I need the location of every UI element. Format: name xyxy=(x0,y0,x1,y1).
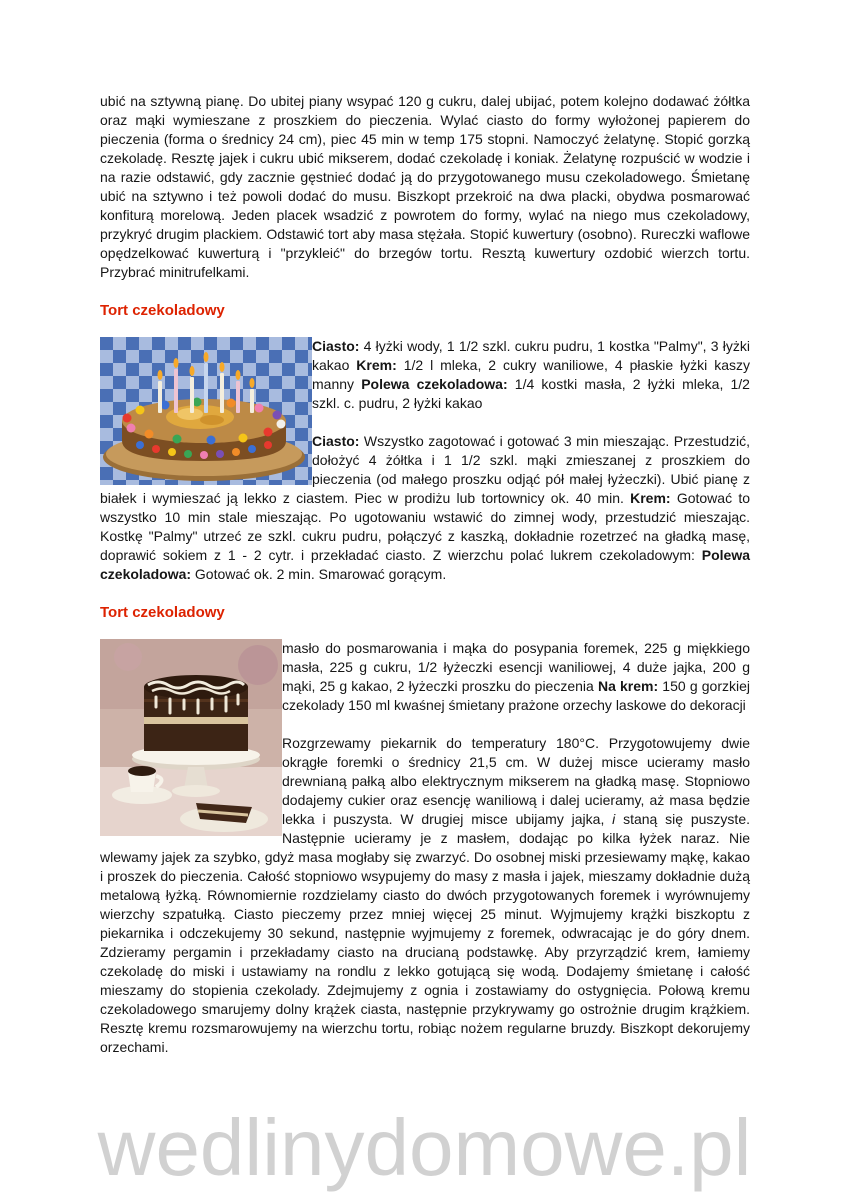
cake-photo-2 xyxy=(100,639,282,836)
intro-paragraph: ubić na sztywną pianę. Do ubitej piany wsypać 120 g cukru, dalej ubijać, potem kolejno dodawać żółtka oraz mąki wymieszane z proszkiem do pieczenia. Wylać ciasto do formy wyłożonej papierem do pieczenia (forma o średnicy 24 cm), piec 45 min w temp 175 stopni. Namoczyć żelatynę. Stopić gorzką czekoladę. Resztę jajek i cukru ubić mikserem, dodać czekoladę i koniak. Żelatynę rozpuścić w wodzie i na razie odstawić, gdy zacznie gęstnieć dodać ją do przygotowanego musu czekoladowego. Śmietanę ubić na sztywno i też powoli dodać do musu. Biszkopt przekroić na dwa placki, obydwa posmarować konfiturą morelową. Jeden placek wsadzić z powrotem do formy, wylać na niego mus czekoladowy, przykryć drugim plackiem. Odstawić tort aby masa stężała. Stopić kuwertury (osobno). Rureczki waflowe opędzelkować kuwerturą i "przykleić" do brzegów tortu. Resztą kuwertury ozdobić wierzch tortu. Przybrać minitrufelkami. xyxy=(100,93,750,280)
text-segment: Gotować to wszystko 10 min stale mieszając. Po ugotowaniu wstawić do zimnej wody, przestudzić mieszając. Kostkę "Palmy" utrzeć ze szkl. cukru pudru, połączyć z kaszką, dokładnie rozetrzeć na gładką masę, doprawić sokiem z 1 - 2 cytr. i przekładać ciasto. Z wierzchu polać lukrem czekoladowym: xyxy=(100,490,750,563)
bold-label-na-krem: Na krem: xyxy=(597,678,659,694)
text-segment: 1/4 kostki masła, 2 łyżki mleka, 1/2 szkl. c. pudru, 2 łyżki kakao xyxy=(312,376,750,411)
text-segment: 4 łyżki wody, 1 1/2 szkl. cukru pudru, 1 kostka "Palmy", 3 łyżki kakao xyxy=(312,338,750,373)
text-segment: Gotować ok. 2 min. Smarować gorącym. xyxy=(191,566,447,582)
birthday-cake-image xyxy=(100,337,312,485)
recipe1-heading: Tort czekoladowy xyxy=(100,302,225,319)
italic-segment: i xyxy=(612,811,616,827)
chocolate-cake-image xyxy=(100,639,282,836)
chocolate-layer-cake xyxy=(144,675,248,751)
recipe2-heading: Tort czekoladowy xyxy=(100,604,225,621)
bold-label-ciasto: Ciasto: xyxy=(312,338,360,354)
text-segment: Rozgrzewamy piekarnik do temperatury 180°C. Przygotowujemy dwie okrągłe foremki o średnicy 21,5 cm. W dużej misce ucieramy masło drewnianą pałką albo elektrycznym mikserem na gładką masę. Stopniowo dodajemy cukier oraz esencję waniliową i dalej ucieramy, aż masa będzie lekka i puszysta. W drugiej misce ubijamy jajka, xyxy=(282,735,750,827)
text-segment: Wszystko zagotować i gotować 3 min mieszając. Przestudzić, dołożyć 4 żółtka i 1 1/2 szkl. mąki zmieszanej z proszkiem do pieczenia (od małego proszku odjąć pół małej łyżeczki). Ubić pianę z białek i wymieszać ją lekko z ciastem. Piec w prodiżu lub tortownicy ok. 40 min. xyxy=(100,433,750,506)
bold-label-krem: Krem: xyxy=(356,357,397,373)
text-segment: 1/2 l mleka, 2 cukry waniliowe, 4 płaskie łyżki kaszy manny xyxy=(312,357,751,392)
bold-label-polewa: Polewa czekoladowa: xyxy=(361,376,508,392)
recipe-section-1 xyxy=(100,301,750,584)
text-segment: masło do posmarowania i mąka do posypania foremek, 225 g miękkiego masła, 225 g cukru, 1/2 łyżeczki esencji waniliowej, 4 duże jajka, 200 g mąki, 25 g kakao, 2 łyżeczki proszku do pieczenia xyxy=(282,640,750,694)
text-segment: staną się puszyste. Następnie ucieramy je z masłem, dodając po kilka łyżek naraz. Nie wlewamy jajek za szybko, gdyż masa mogłaby się zwarzyć. Do osobnej miski przesiewamy mąkę, kakao i proszek do pieczenia. Całość stopniowo wsypujemy do masy z masła i jajek, mieszamy dokładnie dużą metalową łyżką. Równomiernie rozdzielamy ciasto do dwóch przygotowanych foremek i wyrównujemy wierzchy szpatułką. Ciasto pieczemy przez mniej więcej 25 minut. Wyjmujemy krążki biszkoptu z piekarnika i odczekujemy 30 sekund, następnie wyjmujemy z foremek, odwracając je do góry dnem. Zdzieramy pergamin i przekładamy ciasto na drucianą podstawkę. Aby przyrządzić krem, łamiemy czekoladę do miski i ustawiamy na rondlu z lekko gotującą się wodą. Dodajemy śmietanę i całość mieszamy do stopienia czekolady. Zdejmujemy z ognia i zostawiamy do ostygnięcia. Połową kremu czekoladowego smarujemy dolny krążek ciasta, następnie przykrywamy go ostrożnie drugim krążkiem. Resztę kremu rozsmarowujemy na wierzchu tortu, robiąc nożem regularne bruzdy. Biszkopt dekorujemy orzechami. xyxy=(100,811,750,1055)
bold-label-krem: Krem: xyxy=(630,490,671,506)
text-segment: 150 g gorzkiej czekolady 150 ml kwaśnej śmietany prażone orzechy laskowe do dekoracji xyxy=(282,678,750,713)
watermark-text: wedlinydomowe.pl xyxy=(97,1103,752,1192)
bold-label-polewa: Polewa czekoladowa: xyxy=(100,547,750,582)
recipe-section-2 xyxy=(100,603,750,1057)
bold-label-ciasto: Ciasto: xyxy=(312,433,360,449)
cake-photo-1 xyxy=(100,337,312,485)
